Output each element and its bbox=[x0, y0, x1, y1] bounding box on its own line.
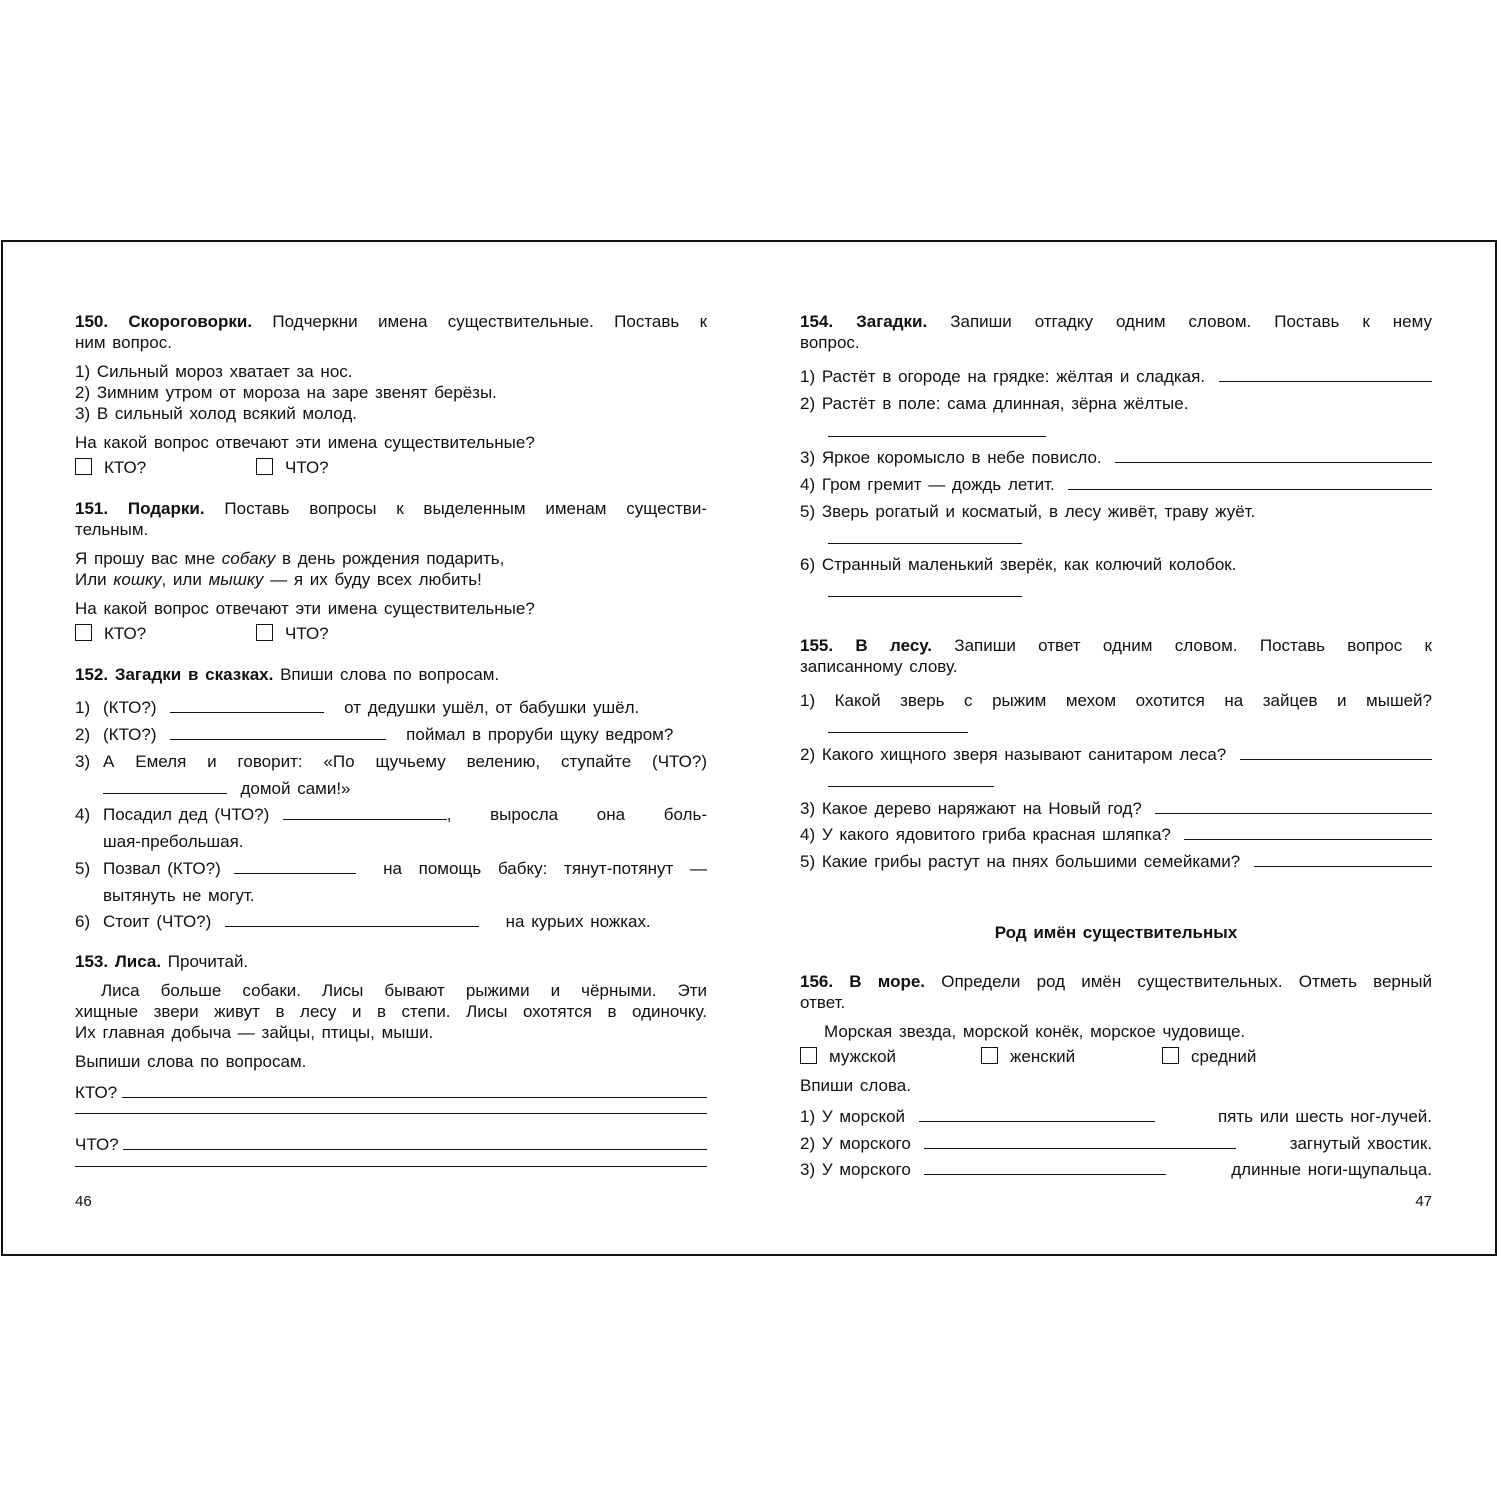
ex154-item-1: 1) Растёт в огороде на грядке: жёлтая и сладкая. bbox=[800, 366, 1432, 387]
ex154-item-5-answer bbox=[828, 528, 1432, 549]
ex154-item-2: 2) Растёт в поле: сама длинная, зёрна жёлтые. bbox=[800, 394, 1189, 413]
ex154-task-line2: вопрос. bbox=[800, 333, 860, 352]
ex156-item-3: 3) У морского длинные ноги-щупальца. bbox=[800, 1160, 1432, 1179]
question-label: КТО? bbox=[75, 1083, 118, 1102]
exercise-task: Прочитай. bbox=[167, 952, 249, 971]
ex152-item-2: 2) (КТО?) поймал в проруби щуку ведром? bbox=[75, 725, 674, 744]
ex150-task-line1 bbox=[75, 311, 707, 332]
ex154-item-2-answer bbox=[828, 421, 1432, 442]
ex155-task-line1 bbox=[800, 635, 1432, 656]
answer-blank[interactable] bbox=[828, 582, 1022, 597]
answer-blank[interactable] bbox=[1254, 852, 1432, 867]
highlighted-noun: кошку bbox=[113, 570, 162, 589]
ex156-item-2: 2) У морского загнутый хвостик. bbox=[800, 1134, 1432, 1153]
checkbox-kto[interactable] bbox=[75, 624, 92, 641]
answer-line[interactable] bbox=[75, 1166, 707, 1167]
answer-blank[interactable] bbox=[1115, 448, 1432, 463]
checkbox-chto[interactable] bbox=[256, 458, 273, 475]
ex152-item-1: 1) (КТО?) от дедушки ушёл, от бабушки ушёл. bbox=[75, 698, 640, 717]
answer-line[interactable] bbox=[123, 1135, 707, 1150]
exercise-title: В море. bbox=[849, 972, 926, 991]
ex151-poem-line1: Я прошу вас мне собаку в день рождения подарить, bbox=[75, 549, 505, 568]
ex152-item-3: 3) А Емеля и говорит: «По щучьему велению, ступайте (ЧТО?) bbox=[75, 752, 707, 771]
ex155-item-5: 5) Какие грибы растут на пнях большими семейками? bbox=[800, 851, 1432, 872]
ex151-poem-line2: Или кошку, или мышку — я их буду всех любить! bbox=[75, 570, 482, 589]
ex152-item-5: 5) Позвал (КТО?) на помощь бабку: тянут-потянут — bbox=[75, 859, 707, 878]
ex153-text-line2: хищные звери живут в лесу и в степи. Лисы охотятся в одиночку. bbox=[75, 1002, 707, 1021]
ex152-item-4: 4) Посадил дед (ЧТО?) , выросла она боль- bbox=[75, 805, 707, 824]
answer-blank[interactable] bbox=[924, 1134, 1236, 1149]
option-label: мужской bbox=[829, 1047, 897, 1066]
exercise-title: В лесу. bbox=[855, 636, 932, 655]
ex154-item-6: 6) Странный маленький зверёк, как колючий колобок. bbox=[800, 555, 1237, 574]
ex152-task bbox=[75, 664, 707, 685]
ex151-options bbox=[75, 623, 707, 644]
exercise-number: 153. bbox=[75, 952, 109, 971]
ex156-task-line1 bbox=[800, 971, 1432, 992]
option-label: КТО? bbox=[104, 624, 147, 643]
ex152-item-6: 6) Стоит (ЧТО?) на курьих ножках. bbox=[75, 912, 651, 931]
answer-blank[interactable] bbox=[828, 772, 994, 787]
ex154-item-6-answer bbox=[828, 581, 1432, 602]
answer-blank[interactable] bbox=[170, 725, 386, 740]
ex155-item-2: 2) Какого хищного зверя называют санитаром леса? bbox=[800, 744, 1432, 765]
answer-blank[interactable] bbox=[225, 912, 479, 927]
ex153-answer-chto bbox=[75, 1134, 707, 1155]
answer-line[interactable] bbox=[122, 1083, 707, 1098]
ex150-question: На какой вопрос отвечают эти имена существительные? bbox=[75, 433, 535, 452]
exercise-number: 152. bbox=[75, 665, 109, 684]
ex156-task2: Впиши слова. bbox=[800, 1076, 911, 1095]
checkbox-feminine[interactable] bbox=[981, 1047, 998, 1064]
option-label: средний bbox=[1191, 1047, 1257, 1066]
ex151-task-line2: тельным. bbox=[75, 520, 149, 539]
ex155-item-4: 4) У какого ядовитого гриба красная шляпка? bbox=[800, 824, 1432, 845]
option-label: женский bbox=[1010, 1047, 1076, 1066]
exercise-number: 154. bbox=[800, 312, 834, 331]
exercise-number: 150. bbox=[75, 312, 109, 331]
exercise-task: Определи род имён существительных. Отметь верный bbox=[941, 972, 1432, 991]
exercise-number: 156. bbox=[800, 972, 834, 991]
answer-blank[interactable] bbox=[170, 698, 324, 713]
option-label: ЧТО? bbox=[285, 624, 329, 643]
answer-blank[interactable] bbox=[1240, 745, 1432, 760]
exercise-title: Лиса. bbox=[114, 952, 162, 971]
ex150-item-1: 1) Сильный мороз хватает за нос. bbox=[75, 362, 353, 381]
highlighted-noun: мышку bbox=[208, 570, 264, 589]
ex155-item-3: 3) Какое дерево наряжают на Новый год? bbox=[800, 798, 1432, 819]
answer-blank[interactable] bbox=[1219, 367, 1432, 382]
checkbox-chto[interactable] bbox=[256, 624, 273, 641]
page-number: 46 bbox=[75, 1193, 92, 1210]
ex150-task-line2: ним вопрос. bbox=[75, 333, 172, 352]
highlighted-noun: собаку bbox=[221, 549, 276, 568]
ex155-item-1: 1) Какой зверь с рыжим мехом охотится на зайцев и мышей? bbox=[800, 691, 1432, 710]
section-heading: Род имён существительных bbox=[994, 923, 1238, 942]
ex153-task bbox=[75, 951, 707, 972]
page-number: 47 bbox=[1415, 1193, 1432, 1210]
ex153-answer-kto bbox=[75, 1082, 707, 1103]
ex152-item-4-cont: шая-пребольшая. bbox=[103, 832, 244, 851]
checkbox-neuter[interactable] bbox=[1162, 1047, 1179, 1064]
ex151-question: На какой вопрос отвечают эти имена существительные? bbox=[75, 599, 535, 618]
ex156-task-line2: ответ. bbox=[800, 993, 846, 1012]
answer-blank[interactable] bbox=[283, 805, 447, 820]
answer-blank[interactable] bbox=[924, 1160, 1166, 1175]
exercise-task: Запиши ответ одним словом. Поставь вопрос к bbox=[954, 636, 1432, 655]
exercise-title: Загадки в сказках. bbox=[114, 665, 274, 684]
exercise-task: Запиши отгадку одним словом. Поставь к нему bbox=[950, 312, 1432, 331]
exercise-task: Впиши слова по вопросам. bbox=[280, 665, 500, 684]
ex152-item-5-cont: вытянуть не могут. bbox=[103, 886, 255, 905]
exercise-number: 155. bbox=[800, 636, 834, 655]
ex154-item-3: 3) Яркое коромысло в небе повисло. bbox=[800, 447, 1432, 468]
ex155-item-1-answer bbox=[828, 717, 1432, 738]
exercise-task: Поставь вопросы к выделенным именам существи- bbox=[224, 499, 707, 518]
exercise-title: Подарки. bbox=[127, 499, 205, 518]
ex156-item-1: 1) У морской пять или шесть ног-лучей. bbox=[800, 1107, 1432, 1126]
ex156-options bbox=[800, 1046, 1432, 1067]
checkbox-kto[interactable] bbox=[75, 458, 92, 475]
ex155-task-line2: записанному слову. bbox=[800, 657, 958, 676]
ex152-item-3-cont: домой сами!» bbox=[75, 778, 707, 799]
ex154-item-4: 4) Гром гремит — дождь летит. bbox=[800, 474, 1432, 495]
ex151-task-line1 bbox=[75, 498, 707, 519]
ex154-item-5: 5) Зверь рогатый и косматый, в лесу живёт, траву жуёт. bbox=[800, 502, 1256, 521]
ex156-text: Морская звезда, морской конёк, морское чудовище. bbox=[824, 1022, 1246, 1041]
answer-blank[interactable] bbox=[1068, 475, 1432, 490]
workbook-spread bbox=[1, 240, 1497, 1256]
ex150-item-2: 2) Зимним утром от мороза на заре звенят берёзы. bbox=[75, 383, 497, 402]
answer-line[interactable] bbox=[75, 1113, 707, 1114]
answer-blank[interactable] bbox=[828, 529, 1022, 544]
ex155-item-2-answer bbox=[828, 771, 1432, 792]
answer-blank[interactable] bbox=[103, 779, 227, 794]
option-label: КТО? bbox=[104, 458, 147, 477]
answer-blank[interactable] bbox=[828, 718, 968, 733]
exercise-number: 151. bbox=[75, 499, 109, 518]
ex153-text-line1: Лиса больше собаки. Лисы бывают рыжими и чёрными. Эти bbox=[101, 981, 707, 1000]
ex150-item-3: 3) В сильный холод всякий молод. bbox=[75, 404, 358, 423]
ex153-text-line3: Их главная добыча — зайцы, птицы, мыши. bbox=[75, 1023, 434, 1042]
answer-blank[interactable] bbox=[828, 422, 1046, 437]
ex154-task-line1 bbox=[800, 311, 1432, 332]
ex153-task2: Выпиши слова по вопросам. bbox=[75, 1052, 307, 1071]
answer-blank[interactable] bbox=[1155, 799, 1432, 814]
exercise-title: Скороговорки. bbox=[128, 312, 253, 331]
answer-blank[interactable] bbox=[919, 1107, 1155, 1122]
question-label: ЧТО? bbox=[75, 1135, 119, 1154]
exercise-task: Подчеркни имена существительные. Поставь к bbox=[272, 312, 708, 331]
exercise-title: Загадки. bbox=[856, 312, 928, 331]
option-label: ЧТО? bbox=[285, 458, 329, 477]
answer-blank[interactable] bbox=[234, 859, 356, 874]
answer-blank[interactable] bbox=[1184, 825, 1432, 840]
checkbox-masculine[interactable] bbox=[800, 1047, 817, 1064]
ex150-options bbox=[75, 457, 707, 478]
